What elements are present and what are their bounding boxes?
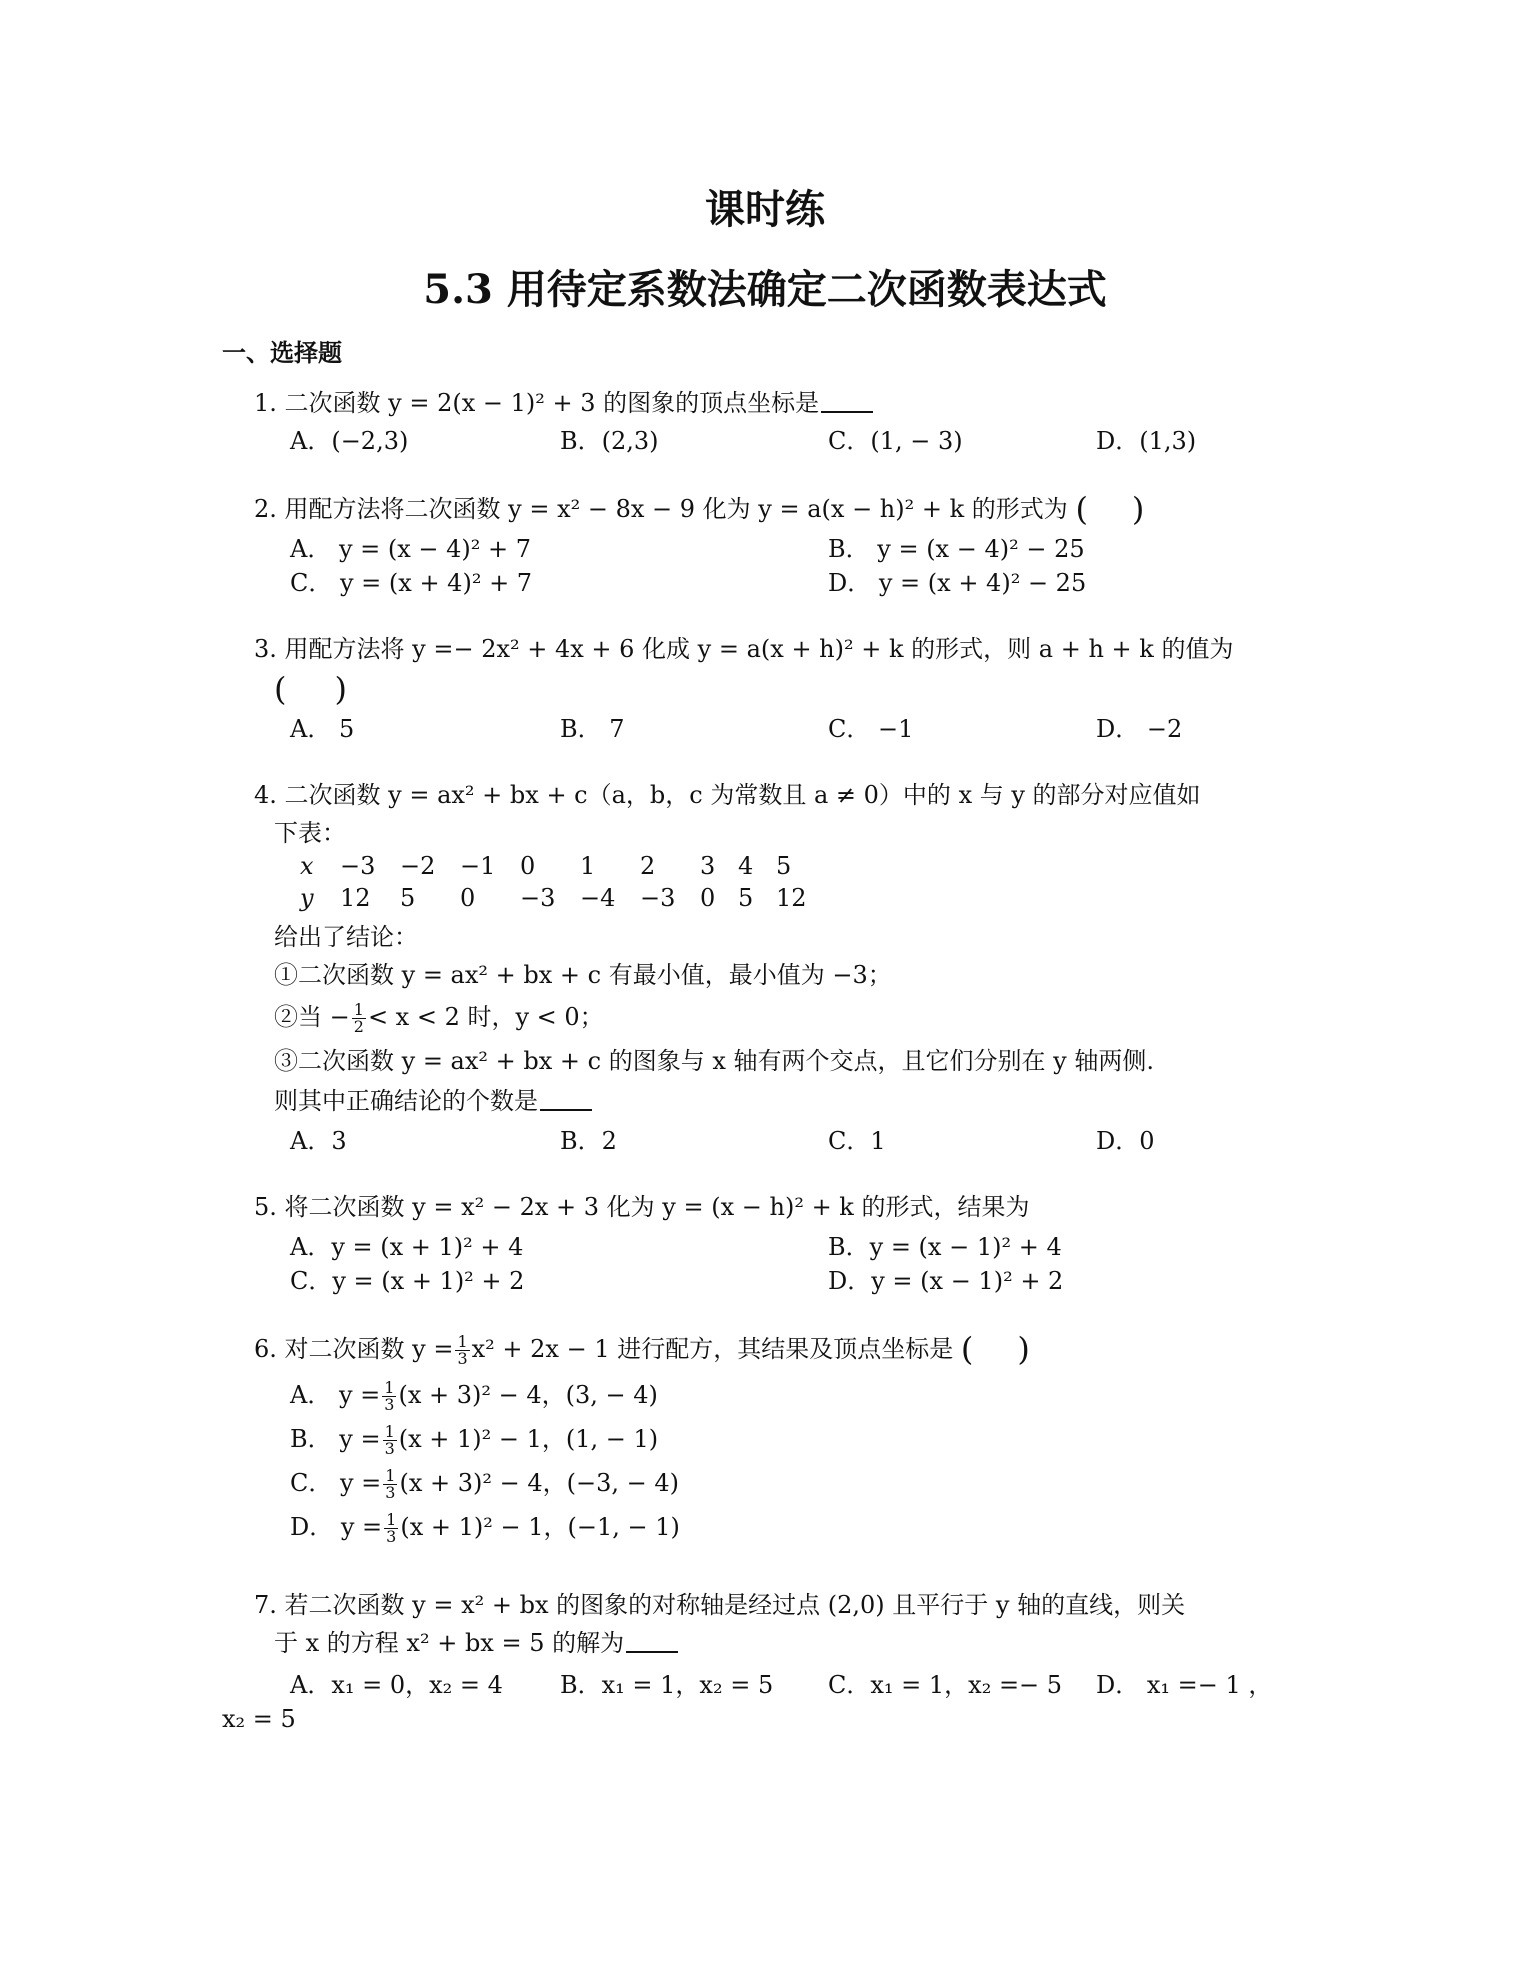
question-4-ask-text: 则其中正确结论的个数是: [274, 1087, 538, 1115]
question-2-text: 2. 用配方法将二次函数 y = x² − 8x − 9 化为 y = a(x − h)² + k 的形式为: [254, 495, 1068, 523]
question-6-suffix: x² + 2x − 1 进行配方，其结果及顶点坐标是: [471, 1335, 954, 1363]
q2-option-a: A． y = (x − 4)² + 7: [290, 535, 532, 563]
q5-option-b: B．y = (x − 1)² + 4: [828, 1233, 1062, 1261]
table-x-value: 5: [776, 852, 792, 880]
paren-close: ): [1131, 490, 1145, 528]
q1-option-a: A．(−2,3): [290, 427, 409, 455]
table-x-value: 2: [640, 852, 656, 880]
question-1: [254, 386, 873, 420]
option-expression: (x + 3)² − 4，(−3, − 4): [399, 1469, 680, 1497]
q4-option-b: B．2: [560, 1127, 617, 1155]
q6-option-b: [290, 1422, 658, 1457]
section-heading: 一、选择题: [222, 338, 342, 367]
fraction-denominator: 3: [386, 1527, 397, 1546]
q4-option-c: C．1: [828, 1127, 886, 1155]
q7-option-d-continued: x₂ = 5: [222, 1705, 296, 1733]
q7-option-c: C．x₁ = 1，x₂ =− 5: [828, 1671, 1063, 1699]
paren-open: (: [274, 670, 287, 708]
fraction-numerator: 1: [386, 1510, 397, 1529]
fraction-one-third: [382, 1380, 396, 1413]
table-y-value: 5: [738, 884, 754, 912]
q5-option-c: C．y = (x + 1)² + 2: [290, 1267, 525, 1295]
table-x-value: 4: [738, 852, 754, 880]
question-6: [254, 1332, 1030, 1367]
table-x-value: −1: [460, 852, 496, 880]
q4-option-a: A．3: [290, 1127, 347, 1155]
table-x-value: 0: [520, 852, 536, 880]
fraction-denominator: 3: [385, 1483, 396, 1502]
table-y-value: 5: [400, 884, 416, 912]
conclusion-2-suffix: < x < 2 时，y < 0；: [367, 1003, 604, 1031]
table-y-value: 12: [340, 884, 371, 912]
conclusion-2-prefix: ②当 −: [274, 1003, 350, 1031]
fraction-numerator: 1: [384, 1422, 395, 1441]
table-y-value: −4: [580, 884, 616, 912]
fraction-one-third: [455, 1334, 469, 1367]
option-expression: (x + 1)² − 1，(1, − 1): [398, 1425, 659, 1453]
question-7-line1: 7. 若二次函数 y = x² + bx 的图象的对称轴是经过点 (2,0) 且平行于 y 轴的直线，则关: [254, 1591, 1186, 1619]
q2-option-c: C． y = (x + 4)² + 7: [290, 569, 533, 597]
q1-option-c: C．(1, − 3): [828, 427, 963, 455]
paren-open: (: [1075, 490, 1088, 528]
q5-option-d: D．y = (x − 1)² + 2: [828, 1267, 1064, 1295]
page-title: 课时练: [705, 186, 825, 233]
paren-close: ): [334, 670, 347, 708]
table-x-value: 3: [700, 852, 716, 880]
fraction-numerator: 1: [457, 1332, 468, 1351]
q3-option-b: B． 7: [560, 715, 625, 743]
fraction-one-third: [383, 1424, 397, 1457]
question-4-ask: [274, 1084, 592, 1118]
q3-option-c: C． −1: [828, 715, 914, 743]
fraction-numerator: 1: [353, 1000, 364, 1019]
q4-option-d: D．0: [1096, 1127, 1155, 1155]
paren-close: ): [1017, 1330, 1030, 1368]
question-4-line2: 下表：: [274, 819, 346, 847]
question-7-line2-text: 于 x 的方程 x² + bx = 5 的解为: [274, 1629, 625, 1657]
table-y-value: 0: [700, 884, 716, 912]
option-label: B． y =: [290, 1425, 381, 1453]
conclusion-2: [274, 1000, 604, 1035]
fraction-one-half: [352, 1002, 366, 1035]
answer-blank: [821, 389, 873, 413]
q6-option-c: [290, 1466, 679, 1501]
option-label: C． y =: [290, 1469, 382, 1497]
fraction-denominator: 3: [384, 1395, 395, 1414]
table-y-value: 0: [460, 884, 476, 912]
q7-option-d: D． x₁ =− 1 ，: [1096, 1671, 1273, 1699]
question-5: 5. 将二次函数 y = x² − 2x + 3 化为 y = (x − h)² + k 的形式，结果为: [254, 1193, 1030, 1221]
page-subtitle: 5.3 用待定系数法确定二次函数表达式: [423, 266, 1107, 313]
question-4-line1: 4. 二次函数 y = ax² + bx + c（a，b，c 为常数且 a ≠ 0）中的 x 与 y 的部分对应值如: [254, 781, 1201, 809]
table-y-value: 12: [776, 884, 807, 912]
conclusion-3: ③二次函数 y = ax² + bx + c 的图象与 x 轴有两个交点，且它们分别在 y 轴两侧.: [274, 1047, 1154, 1075]
q6-option-d: [290, 1510, 680, 1545]
table-x-label: x: [300, 852, 314, 880]
option-expression: (x + 3)² − 4，(3, − 4): [398, 1381, 658, 1409]
answer-blank: [540, 1087, 592, 1111]
fraction-denominator: 3: [384, 1439, 395, 1458]
question-6-prefix: 6. 对二次函数 y =: [254, 1335, 454, 1363]
question-3: 3. 用配方法将 y =− 2x² + 4x + 6 化成 y = a(x + h)² + k 的形式，则 a + h + k 的值为: [254, 635, 1234, 663]
q2-option-d: D． y = (x + 4)² − 25: [828, 569, 1087, 597]
q3-option-a: A． 5: [290, 715, 355, 743]
question-3-parens: [274, 672, 347, 706]
q6-option-a: [290, 1378, 658, 1413]
q7-option-a: A．x₁ = 0，x₂ = 4: [290, 1671, 503, 1699]
fraction-one-third: [383, 1468, 397, 1501]
table-y-value: −3: [520, 884, 556, 912]
table-x-value: −3: [340, 852, 376, 880]
fraction-denominator: 3: [457, 1349, 468, 1368]
question-1-text: 1. 二次函数 y = 2(x − 1)² + 3 的图象的顶点坐标是: [254, 389, 820, 417]
answer-blank: [626, 1629, 678, 1653]
q3-option-d: D． −2: [1096, 715, 1183, 743]
option-label: D． y =: [290, 1513, 383, 1541]
table-x-value: −2: [400, 852, 436, 880]
option-expression: (x + 1)² − 1，(−1, − 1): [400, 1513, 680, 1541]
table-y-label: y: [300, 884, 314, 912]
paren-open: (: [960, 1330, 974, 1368]
question-7-line2: [274, 1626, 678, 1660]
fraction-numerator: 1: [384, 1378, 395, 1397]
q7-option-b: B．x₁ = 1，x₂ = 5: [560, 1671, 774, 1699]
table-y-value: −3: [640, 884, 676, 912]
fraction-denominator: 2: [353, 1017, 364, 1036]
q5-option-a: A．y = (x + 1)² + 4: [290, 1233, 524, 1261]
q1-option-d: D．(1,3): [1096, 427, 1197, 455]
fraction-numerator: 1: [385, 1466, 396, 1485]
q2-option-b: B． y = (x − 4)² − 25: [828, 535, 1085, 563]
table-x-value: 1: [580, 852, 596, 880]
given-conclusions: 给出了结论：: [274, 923, 418, 951]
fraction-one-third: [384, 1512, 398, 1545]
q1-option-b: B．(2,3): [560, 427, 659, 455]
option-label: A． y =: [290, 1381, 381, 1409]
conclusion-1: ①二次函数 y = ax² + bx + c 有最小值，最小值为 −3；: [274, 961, 892, 989]
question-2: [254, 492, 1144, 526]
